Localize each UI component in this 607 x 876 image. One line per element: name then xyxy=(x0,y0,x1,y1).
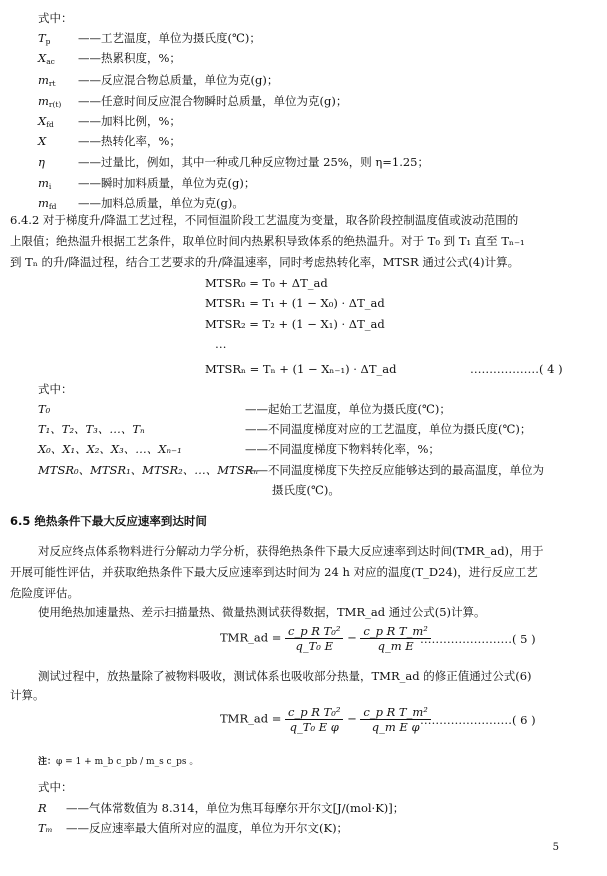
sec-642-line-1: 6.4.2 对于梯度升/降温工艺过程，不同恒温阶段工艺温度为变量，取各阶段控制温度值或波动范围的 xyxy=(10,213,519,227)
definition-text: ——过量比，例如，其中一种或几种反应物过量 25%，则 η=1.25； xyxy=(78,155,429,169)
definition-symbol: Tₘ xyxy=(38,821,53,835)
eq5-minus: − xyxy=(347,630,357,645)
defs-mid-label: 式中： xyxy=(38,382,73,396)
equation-4-row: MTSR₂ = T₂ + (1 − X₁) · ΔT_ad xyxy=(205,317,385,331)
equation-6 xyxy=(220,705,431,734)
definition-symbol-wrap xyxy=(38,154,78,174)
equation-5 xyxy=(220,624,431,653)
eq6-t1-num: c_p R T₀² xyxy=(285,705,343,720)
definition-symbol-subscript: p xyxy=(45,37,51,46)
eq5-t1-den: q_T₀ E xyxy=(295,639,333,653)
equation-4-row: MTSR₀ = T₀ + ΔT_ad xyxy=(205,276,328,290)
equation-4-row: … xyxy=(215,337,227,351)
definition-symbol-subscript: ac xyxy=(46,57,55,66)
definition-text: ——反应混合物总质量，单位为克(g)； xyxy=(78,73,279,87)
definition-text: ——热累积度，%； xyxy=(78,51,181,65)
eq6-term-1 xyxy=(285,705,343,734)
definition-text: ——工艺温度，单位为摄氏度(℃)； xyxy=(78,31,261,45)
definition-symbol-wrap xyxy=(38,175,78,195)
eq6-t2-num: c_p R T_m² xyxy=(360,705,430,720)
definition-symbol: m xyxy=(38,176,49,190)
equation-4-row: MTSR₁ = T₁ + (1 − X₀) · ΔT_ad xyxy=(205,296,385,310)
eq5-lhs: TMR_ad = xyxy=(220,630,282,645)
definition-symbol-wrap xyxy=(38,93,78,113)
definition-text: ——气体常数值为 8.314，单位为焦耳每摩尔开尔文[J/(mol·K)]； xyxy=(66,801,405,815)
sec-65-p3-line-1: 测试过程中，放热量除了被物料吸收，测试体系也吸收部分热量，TMR_ad 的修正值通过公式(6) xyxy=(38,669,532,683)
equation-4-number: ………………( 4 ) xyxy=(470,362,563,376)
equation-4-row: MTSRₙ = Tₙ + (1 − Xₙ₋₁) · ΔT_ad xyxy=(205,362,397,376)
definition-symbol: T₀ xyxy=(38,402,51,416)
definition-text: ——瞬时加料质量，单位为克(g)； xyxy=(78,176,256,190)
definition-text: ——起始工艺温度，单位为摄氏度(℃)； xyxy=(245,402,451,416)
eq6-t2-den: q_m E φ xyxy=(371,720,420,734)
eq5-t1-num: c_p R T₀² xyxy=(285,624,343,639)
equation-6-number: ……………………( 6 ) xyxy=(420,713,536,727)
note xyxy=(38,754,198,770)
note-label: 注： xyxy=(38,757,57,767)
section-heading-6-5: 6.5 绝热条件下最大反应速率到达时间 xyxy=(10,514,207,528)
sec-642-line-2: 上限值；绝热温升根据工艺条件，取单位时间内热累积导致体系的绝热温升。对于 T₀ 到 T₁ 直至 Tₙ₋₁ xyxy=(10,234,525,248)
definition-text: ——不同温度梯度对应的工艺温度，单位为摄氏度(℃)； xyxy=(245,422,532,436)
sec-65-p1-line-3: 危险度评估。 xyxy=(10,586,79,600)
definition-symbol: X xyxy=(38,134,47,148)
definition-symbol: m xyxy=(38,196,49,210)
definition-text: ——任意时间反应混合物瞬时总质量，单位为克(g)； xyxy=(78,94,348,108)
definition-symbol-wrap xyxy=(38,72,78,92)
definition-text: ——加料总质量，单位为克(g)。 xyxy=(78,196,244,210)
definition-text: ——热转化率，%； xyxy=(78,134,181,148)
eq5-t2-num: c_p R T_m² xyxy=(360,624,430,639)
definition-text: ——不同温度梯度下物料转化率，%； xyxy=(245,442,440,456)
definition-symbol-subscript: i xyxy=(48,182,52,191)
eq5-term-1 xyxy=(285,624,343,653)
definition-symbol: m xyxy=(38,94,49,108)
definition-symbol: R xyxy=(38,801,47,815)
eq6-t1-den: q_T₀ E φ xyxy=(289,720,339,734)
definition-symbol: T xyxy=(38,31,46,45)
definition-text: 摄氏度(℃)。 xyxy=(272,483,340,497)
definition-text: ——反应速率最大值所对应的温度，单位为开尔文(K)； xyxy=(66,821,349,835)
definition-symbol: MTSR₀、MTSR₁、MTSR₂、…、MTSRₙ xyxy=(38,463,258,477)
definition-symbol: T₁、T₂、T₃、…、Tₙ xyxy=(38,422,145,436)
sec-642-line-3: 到 Tₙ 的升/降温过程，结合工艺要求的升/降温速率，同时考虑热转化率，MTSR 通过公式(4)计算。 xyxy=(10,255,520,269)
definition-symbol: η xyxy=(38,155,45,169)
definition-text: ——加料比例，%； xyxy=(78,114,181,128)
definition-symbol: X xyxy=(38,114,47,128)
definition-text: ——不同温度梯度下失控反应能够达到的最高温度，单位为 xyxy=(245,463,544,477)
definition-symbol-wrap xyxy=(38,113,78,133)
definition-symbol-subscript: rt xyxy=(48,79,56,88)
eq6-minus: − xyxy=(347,711,357,726)
sec-65-p2: 使用绝热加速量热、差示扫描量热、微量热测试获得数据，TMR_ad 通过公式(5)计算。 xyxy=(38,605,486,619)
note-text: φ = 1 + m_b c_pb / m_s c_ps 。 xyxy=(56,757,199,767)
definition-symbol: X₀、X₁、X₂、X₃、…、Xₙ₋₁ xyxy=(38,442,182,456)
sec-65-p1-line-2: 开展可能性评估，并获取绝热条件下最大反应速率到达时间为 24 h 对应的温度(T_D24)，进行反应工艺 xyxy=(10,565,538,579)
definition-symbol-subscript: fd xyxy=(46,120,54,129)
definition-symbol-wrap xyxy=(38,133,78,153)
defs-bottom-label: 式中： xyxy=(38,780,73,794)
eq6-lhs: TMR_ad = xyxy=(220,711,282,726)
definition-symbol-wrap xyxy=(38,30,78,50)
definition-symbol: m xyxy=(38,73,49,87)
definition-symbol: X xyxy=(38,51,47,65)
intro-label: 式中： xyxy=(38,11,73,25)
definition-symbol-subscript: r(t) xyxy=(48,100,62,109)
sec-65-p1-line-1: 对反应终点体系物料进行分解动力学分析，获得绝热条件下最大反应速率到达时间(TMR_ad)，用于 xyxy=(38,544,544,558)
eq5-t2-den: q_m E xyxy=(377,639,414,653)
sec-65-p3-line-2: 计算。 xyxy=(10,688,45,702)
definition-symbol-subscript: fd xyxy=(48,202,57,211)
page-number: 5 xyxy=(552,842,559,853)
equation-5-number: ……………………( 5 ) xyxy=(420,632,536,646)
definition-symbol-wrap xyxy=(38,50,78,70)
